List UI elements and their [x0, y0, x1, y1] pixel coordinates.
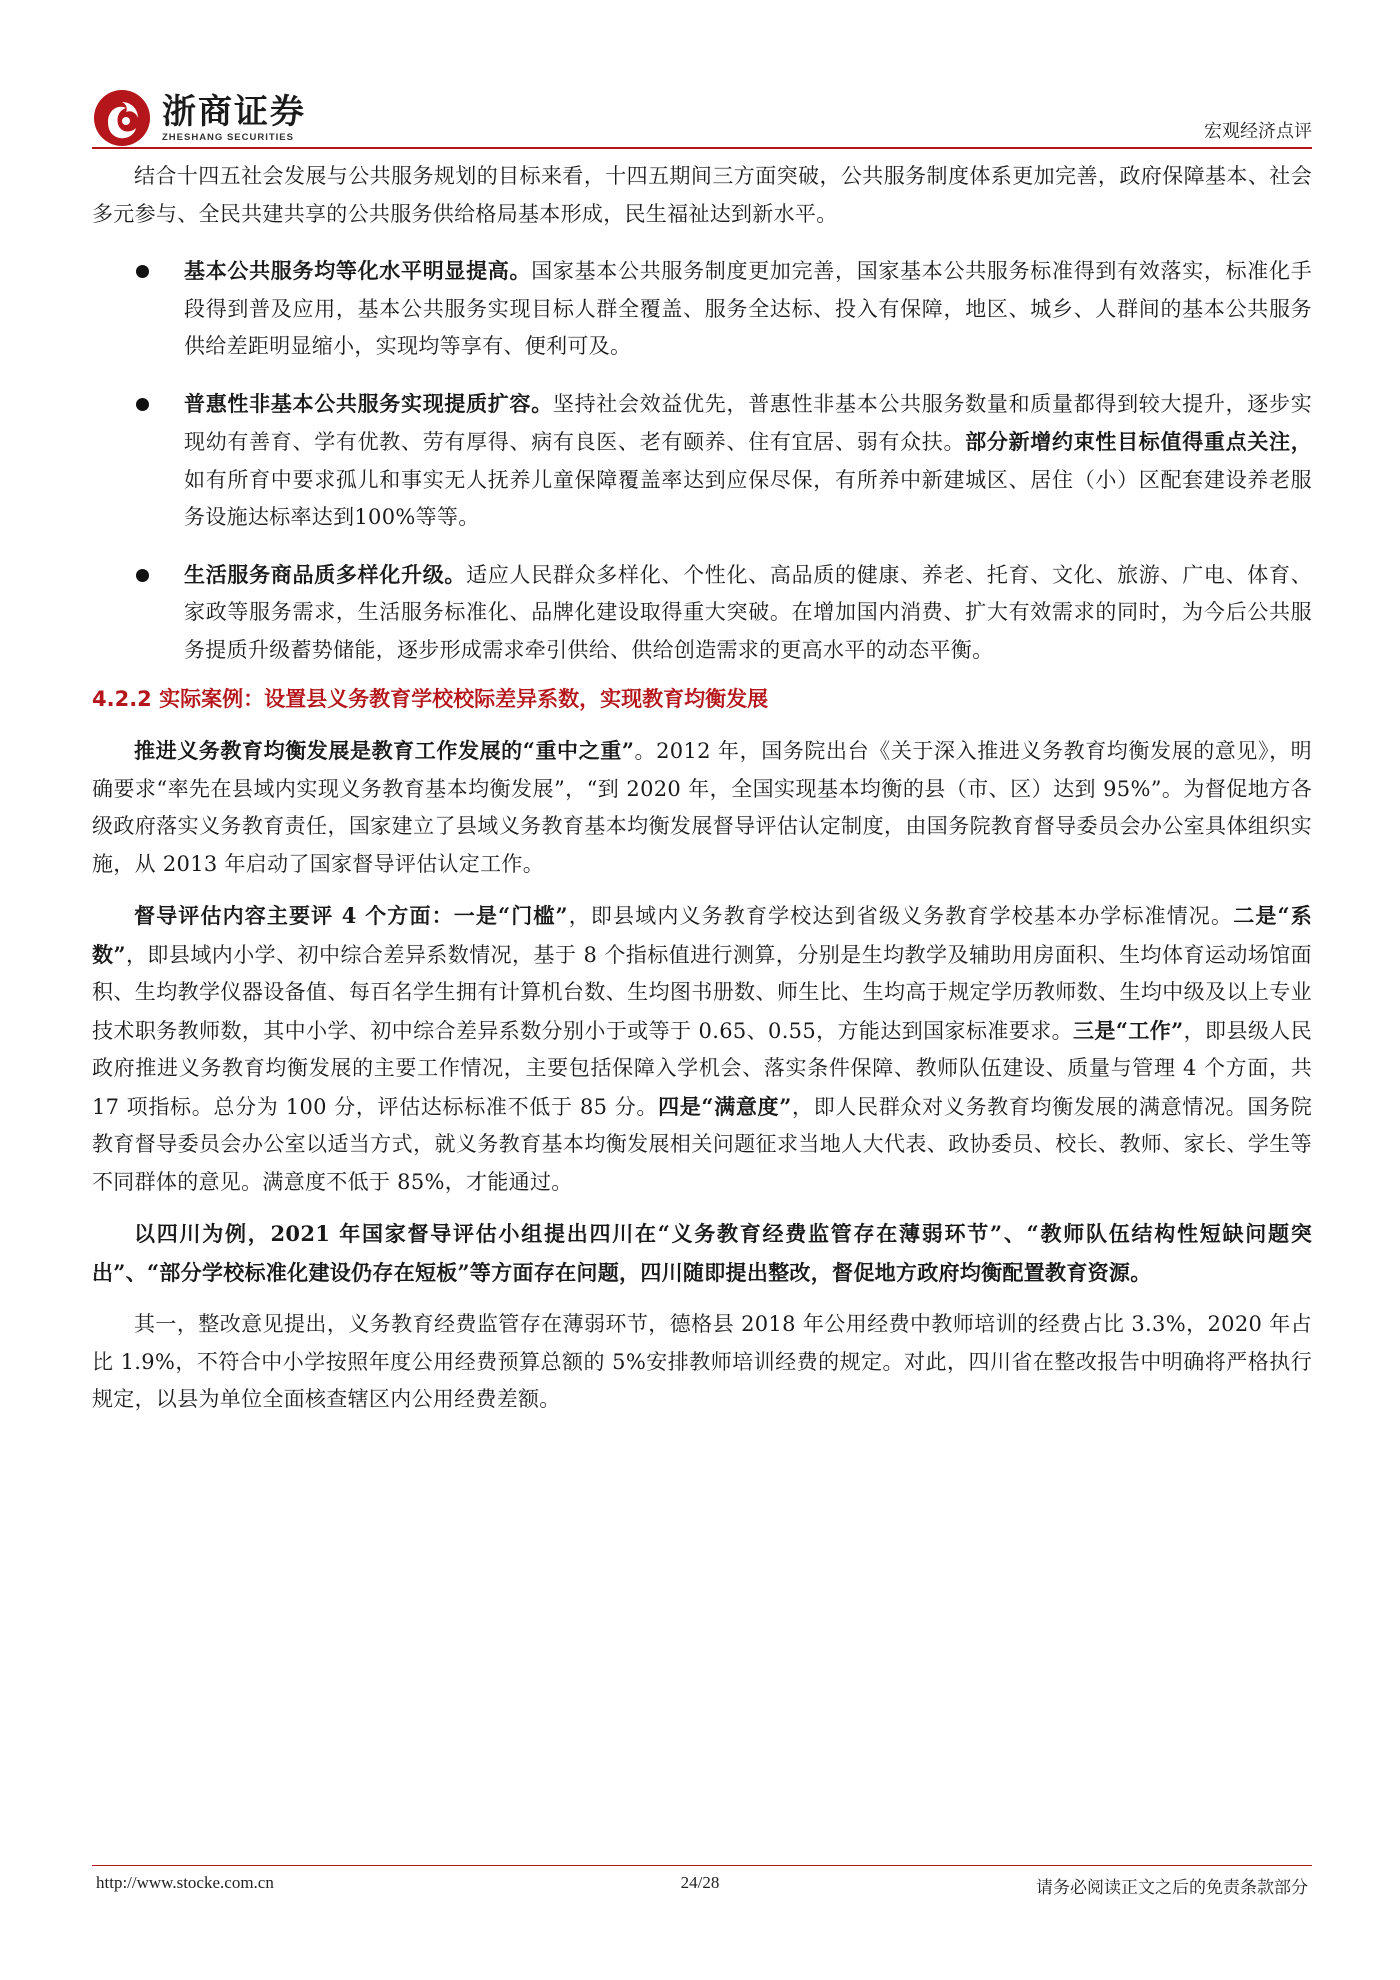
body-paragraph [92, 897, 1312, 1201]
bullet-text: 坚持社会效益优先，普惠性非基本公共服务数量和质量都得到较大提升，逐步实现幼有善育、学有优教、劳有厚得、病有良医、老有颐养、住有宜居、弱有众扶。 [184, 391, 1312, 454]
intro-paragraph: 结合十四五社会发展与公共服务规划的目标来看，十四五期间三方面突破，公共服务制度体系更加完善，政府保障基本、社会多元参与、全民共建共享的公共服务供给格局基本形成，民生福祉达到新水平。 [92, 164, 1312, 226]
paragraph-highlight: 二是“系数” [92, 903, 1313, 967]
page-number: 24/28 [680, 1873, 720, 1892]
bullet-dot-icon [136, 398, 149, 411]
company-logo [92, 86, 306, 150]
paragraph-highlight: 三是“工作” [1073, 1017, 1184, 1043]
paragraph-text: ，即县域内小学、初中综合差异系数情况，基于 8 个指标值进行测算，分别是生均教学及辅助用房面积、生均体育运动场馆面积、生均教学仪器设备值、每百名学生拥有计算机台数、生均图书册数、师生比、生均高于规定学历教师数、生均中级及以上专业技术职务教师数，其中小学、初中综合差异系数分别小于或等于 0.65、0.55，方能达到国家标准要求。 [92, 942, 1312, 1043]
bullet-title: 普惠性非基本公共服务实现提质扩容。 [184, 390, 553, 416]
bullet-item [92, 385, 1312, 537]
paragraph-text: ，即县域内义务教育学校达到省级义务教育学校基本办学标准情况。 [567, 904, 1234, 928]
body-paragraph [92, 732, 1312, 883]
goals-bullet-list [92, 252, 1312, 669]
paragraph-lead: 推进义务教育均衡发展是教育工作发展的“重中之重” [134, 738, 635, 763]
document-type: 宏观经济点评 [1204, 121, 1312, 142]
footer-disclaimer: 请务必阅读正文之后的免责条款部分 [1036, 1878, 1308, 1898]
paragraph-text: ，即人民群众对义务教育均衡发展的满意情况。国务院教育督导委员会办公室以适当方式，就义务教育基本均衡发展相关问题征求当地人大代表、政协委员、校长、教师、家长、学生等不同群体的意见。满意度不低于 85%，才能通过。 [92, 1094, 1312, 1194]
zheshang-logo-icon [92, 88, 152, 148]
section-heading: 4.2.2 实际案例：设置县义务教育学校校际差异系数，实现教育均衡发展 [92, 687, 769, 711]
paragraph-text: ，即县级人民政府推进义务教育均衡发展的主要工作情况，主要包括保障入学机会、落实条件保障、教师队伍建设、质量与管理 4 个方面，共 17 项指标。总分为 100 分，评估达标标准不低于 85 分。 [92, 1018, 1312, 1119]
bullet-title: 基本公共服务均等化水平明显提高。 [184, 258, 532, 283]
bullet-title: 生活服务商品质多样化升级。 [184, 561, 467, 587]
bullet-dot-icon [136, 569, 149, 582]
bullet-highlight: 部分新增约束性目标值得重点关注， [965, 429, 1312, 454]
bullet-text: 如有所育中要求孤儿和事实无人抚养儿童保障覆盖率达到应保尽保，有所养中新建城区、居住（小）区配套建设养老服务设施达标率达到100%等等。 [184, 467, 1312, 529]
paragraph-lead: 以四川为例，2021 年国家督导评估小组提出四川在“义务教育经费监管存在薄弱环节”、“教师队伍结构性短缺问题突出”、“部分学校标准化建设仍存在短板”等方面存在问题，四川随即提出整改，督促地方政府均衡配置教育资源。 [92, 1221, 1312, 1285]
bullet-text: 国家基本公共服务制度更加完善，国家基本公共服务标准得到有效落实，标准化手段得到普及应用，基本公共服务实现目标人群全覆盖、服务全达标、投入有保障，地区、城乡、人群间的基本公共服务供给差距明显缩小，实现均等享有、便利可及。 [184, 259, 1312, 358]
header-divider [92, 147, 1312, 149]
page-content [92, 158, 1312, 1419]
paragraph-lead: 督导评估内容主要评 4 个方面：一是“门槛” [134, 903, 568, 928]
body-paragraph-bold [92, 1215, 1312, 1292]
logo-chinese-name: 浙商证券 [162, 92, 306, 132]
footer-divider [92, 1865, 1312, 1866]
footer-website-link[interactable]: http://www.stocke.com.cn [96, 1873, 274, 1892]
bullet-dot-icon [136, 265, 149, 278]
bullet-item [92, 252, 1312, 366]
body-paragraph: 其一，整改意见提出，义务教育经费监管存在薄弱环节，德格县 2018 年公用经费中教师培训的经费占比 3.3%，2020 年占比 1.9%，不符合中小学按照年度公用经费预算总额的 5%安排教师培训经费的规定。对此，四川省在整改报告中明确将严格执行规定，以县为单位全面核查辖区内公用经费差额。 [92, 1312, 1312, 1411]
paragraph-highlight: 四是“满意度” [658, 1093, 792, 1119]
paragraph-text: 。2012 年，国务院出台《关于深入推进义务教育均衡发展的意见》，明确要求“率先在县域内实现义务教育基本均衡发展”，“到 2020 年，全国实现基本均衡的县（市、区）达到 95%”。为督促地方各级政府落实义务教育责任，国家建立了县域义务教育基本均衡发展督导评估认定制度，由国务院教育督导委员会办公室具体组织实施，从 2013 年启动了国家督导评估认定工作。 [92, 739, 1312, 876]
logo-english-name: ZHESHANG SECURITIES [162, 132, 294, 143]
bullet-text: 适应人民群众多样化、个性化、高品质的健康、养老、托育、文化、旅游、广电、体育、家政等服务需求，生活服务标准化、品牌化建设取得重大突破。在增加国内消费、扩大有效需求的同时，为今后公共服务提质升级蓄势储能，逐步形成需求牵引供给、供给创造需求的更高水平的动态平衡。 [184, 562, 1312, 662]
bullet-item [92, 556, 1312, 670]
